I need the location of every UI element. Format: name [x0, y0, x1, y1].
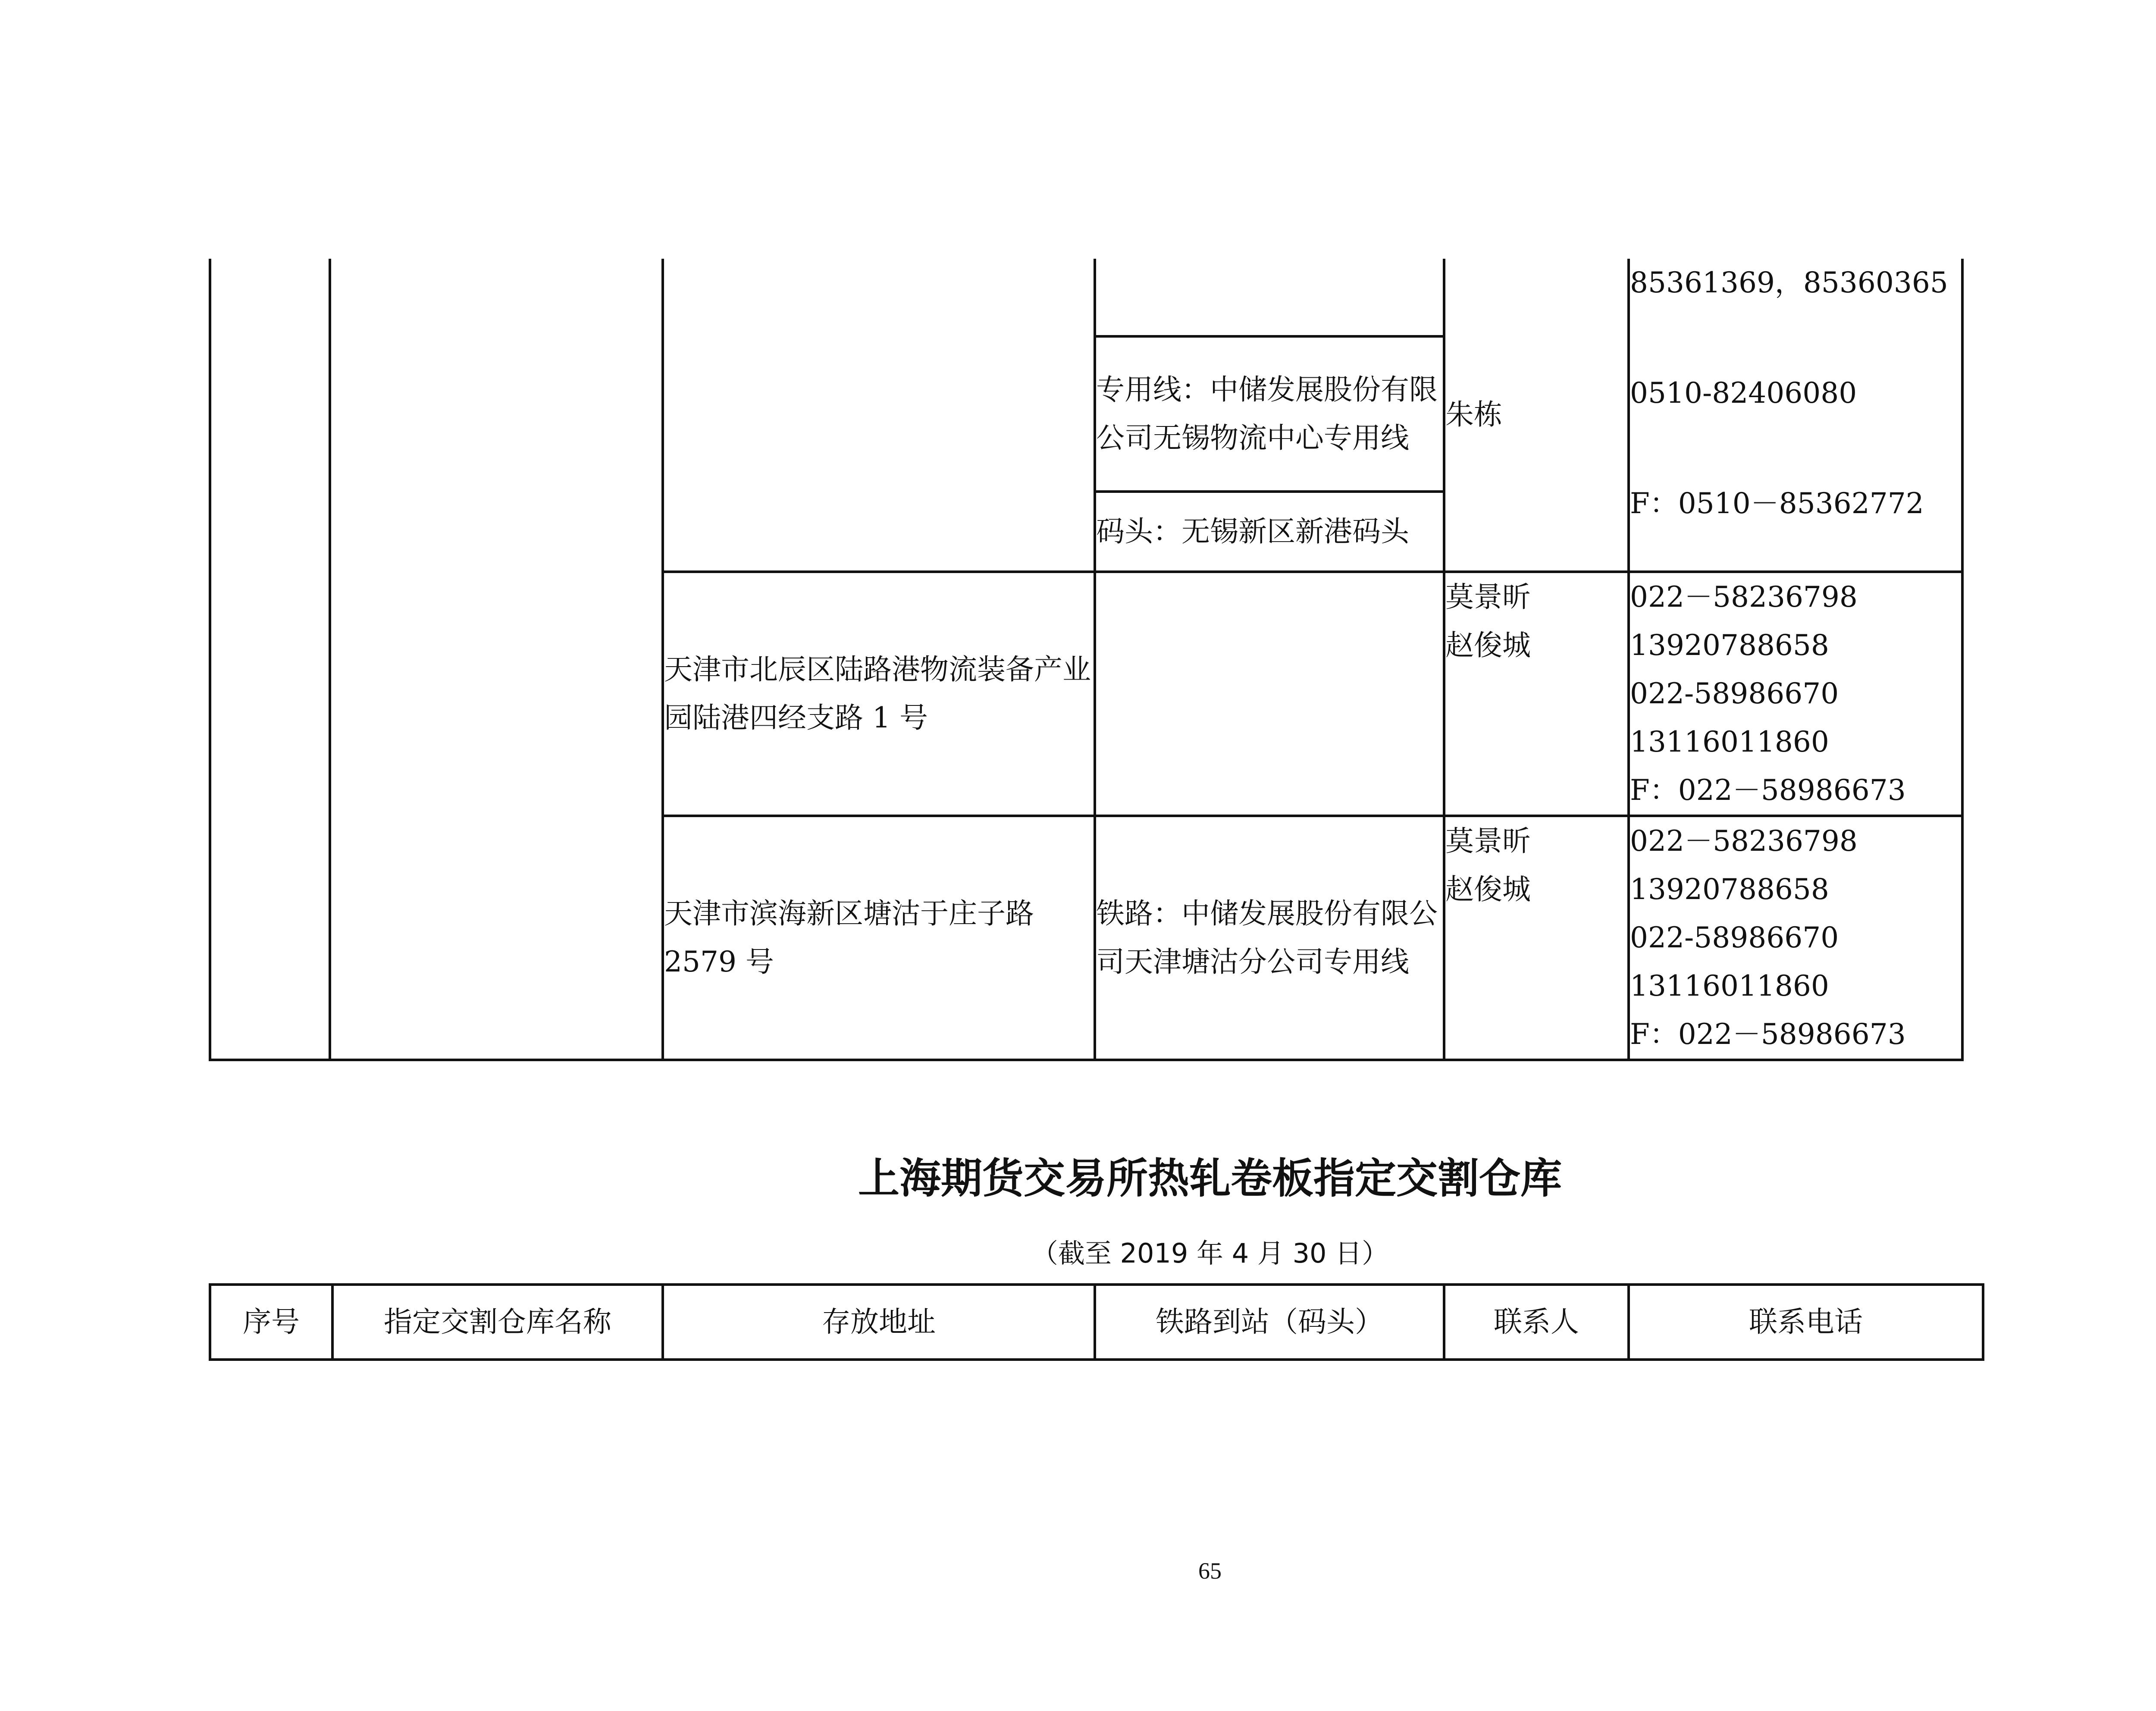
contact-cell: 朱栋	[1444, 259, 1629, 572]
phone-line: 13116011860	[1630, 969, 1829, 1003]
phone-line: 022-58986670	[1630, 677, 1839, 710]
header-index: 序号	[210, 1285, 332, 1360]
contact-name: 莫景昕	[1445, 824, 1531, 858]
phone-cell	[1629, 259, 1962, 572]
phone-line: F：0510－85362772	[1630, 487, 1924, 520]
section-title: 上海期货交易所热轧卷板指定交割仓库	[858, 1154, 1562, 1203]
rail-cell	[1095, 259, 1444, 336]
warehouse-name-cell	[330, 259, 663, 1060]
warehouse-table-continued	[209, 259, 1964, 1061]
header-rail-station: 铁路到站（码头）	[1095, 1285, 1444, 1360]
rail-cell: 码头：无锡新区新港码头	[1095, 492, 1444, 572]
rail-cell: 专用线：中储发展股份有限公司无锡物流中心专用线	[1095, 336, 1444, 492]
section-subtitle: （截至 2019 年 4 月 30 日）	[1031, 1238, 1389, 1269]
rail-cell	[1095, 572, 1444, 816]
phone-line: 85361369，85360365	[1630, 266, 1948, 299]
phone-line: 022－58236798	[1630, 824, 1858, 858]
phone-line: 0510-82406080	[1630, 376, 1857, 410]
phone-line: F：022－58986673	[1630, 774, 1906, 807]
phone-cell	[1629, 816, 1962, 1060]
header-warehouse-name: 指定交割仓库名称	[332, 1285, 663, 1360]
phone-line: 022－58236798	[1630, 580, 1858, 614]
warehouse-header-table	[209, 1283, 1984, 1361]
address-cell: 天津市滨海新区塘沽于庄子路 2579 号	[663, 816, 1095, 1060]
phone-line: 13920788658	[1630, 629, 1829, 662]
page-number: 65	[1198, 1558, 1222, 1584]
contact-name: 赵俊城	[1445, 629, 1531, 662]
index-cell	[210, 259, 330, 1060]
phone-line: 13920788658	[1630, 873, 1829, 906]
phone-line: F：022－58986673	[1630, 1018, 1906, 1051]
contact-name: 赵俊城	[1445, 873, 1531, 906]
header-phone: 联系电话	[1629, 1285, 1983, 1360]
phone-line: 13116011860	[1630, 725, 1829, 758]
contact-cell	[1444, 816, 1629, 1060]
contact-name: 莫景昕	[1445, 580, 1531, 614]
address-cell: 天津市北辰区陆路港物流装备产业园陆港四经支路 1 号	[663, 572, 1095, 816]
rail-cell: 铁路：中储发展股份有限公司天津塘沽分公司专用线	[1095, 816, 1444, 1060]
header-contact: 联系人	[1444, 1285, 1629, 1360]
address-cell	[663, 259, 1095, 572]
phone-cell	[1629, 572, 1962, 816]
header-address: 存放地址	[663, 1285, 1095, 1360]
phone-line: 022-58986670	[1630, 921, 1839, 954]
contact-cell	[1444, 572, 1629, 816]
